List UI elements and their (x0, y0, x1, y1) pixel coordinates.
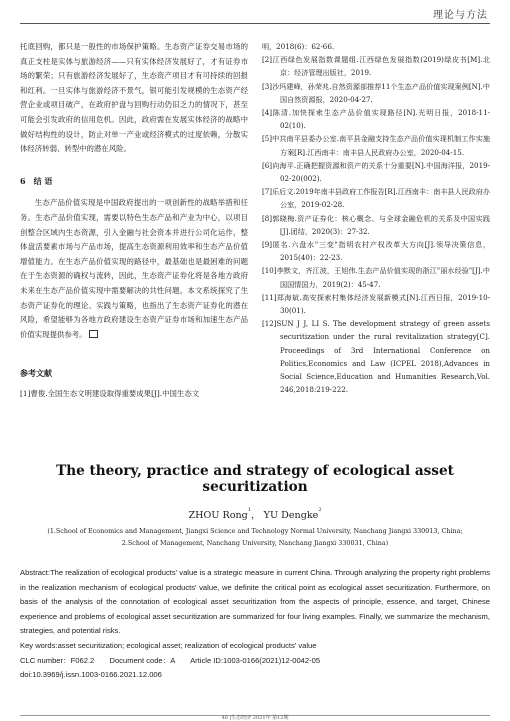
conclusion-text: 生态产品价值实现是中国政府提出的一项创新性的战略举措和任务。生态产品价值实现，需要以特色生态产品和产业为中心，以项目创整合区域内生态资源，引入金融与社会资本并进行公司化运作，整体盘活要素市场与产品市场，提高生态资源利用效率和生态产品价值增值能力。在生态产品价值实现的路径中，最基础也是最困难的问题在于生态资源的确权与流转，因此，生态资产证券化将是各地方政府未来在生态产品价值实现中需要解决的共性问题。本文系统探究了生态资产证券化的理论、实践与策略，也指出了生态资产证券化的潜在风险，希望能够为各地方政府建设生态资产证券市场和加速生态产品价值实现提供参考。 (20, 198, 248, 339)
affiliation-marker: 1 (247, 507, 252, 513)
author-name: YU Dengke (263, 510, 319, 521)
references-heading: 参考文献 (20, 368, 52, 379)
author-name: ZHOU Rong (188, 510, 248, 521)
authors (20, 507, 490, 521)
affiliation-line: 2.School of Management, Nanchang University, Nanchang Jiangxi 330031, China) (121, 539, 389, 547)
english-title: The theory, practice and strategy of ecological asset securitization (56, 463, 454, 495)
clc-line: CLC number：F062.2 Document code：A Article ID:1003-0166(2021)12-0042-05 (20, 655, 321, 665)
reference-item: [8]郭晓梅.资产证券化：核心概念、与全球金融危机的关系及中国实践[J].团结，2020(3)：27-32. (262, 213, 490, 236)
author-separator: ， (251, 510, 264, 521)
page-footer: 46 |生态经济 2021年 第12期 (221, 715, 289, 721)
reference-item: [6]向海平.正确把握资源和资产的关系十分重要[N].中国海洋报，2019-02-20(002). (262, 160, 490, 184)
keywords-label: Key words: (20, 640, 58, 650)
right-column (262, 40, 490, 396)
reference-item: [11]郑海斌.高安探索村集体经济发展新模式[N].江西日报，2019-10-30(01). (262, 292, 490, 316)
affiliations (20, 525, 490, 549)
header-rule (20, 23, 490, 24)
keywords-text: asset securitization; ecological asset; realization of ecological products' value (57, 640, 317, 650)
reference-item: [3]沙玛建峰，孙荣兆.自然资源部推荐11个生态产品价值实现案例[N].中国自然资源报，2020-04-27. (262, 81, 490, 104)
affiliation-line: (1.School of Economics and Management, Jiangxi Science and Technology Normal University, Nanchang Jiangxi 330013, China; (47, 527, 463, 535)
reference-item: [7]乐后文.2019年南丰县政府工作报告[R].江西南丰：南丰县人民政府办公室，2019-02-28. (262, 187, 490, 210)
reference-item: [4]陈清.加快探索生态产品价值实现路径[N].光明日报，2018-11-02(10). (262, 108, 490, 131)
end-mark-icon (89, 330, 98, 338)
abstract-block (20, 566, 490, 683)
abstract-label: Abstract: (20, 568, 50, 577)
affiliation-marker: 2 (318, 507, 322, 513)
keywords (20, 639, 490, 654)
reference-item: [12]SUN J J, LI S. The development strategy of green assets securitization under the rural revitalization strategy[C]. Proceedings of 3rd International Conference on Politics,Economics and Law (ICPEL 2018),Advances in Social Science,Education and Humanities Research,Vol. 246,2018:219-222. (262, 319, 490, 395)
left-column (20, 40, 248, 401)
reference-item: [9]匿名.六盘水"三变"指明农村产权改革大方向[J].领导决策信息，2015(40)：22-23. (262, 240, 490, 263)
reference-item: [2]江西绿色发展指数课题组.江西绿色发展指数(2019)绿皮书[M].北京：经济管理出版社，2019. (262, 55, 490, 78)
reference-item: [10]李默文，齐江波，王旭伟.生态产品价值实现的浙江"丽水经验"[J].中国国情国力，2019(2)：45-47. (262, 266, 490, 289)
body-paragraph (20, 196, 248, 342)
reference-item: [5]中共南平县委办公室.南平县金融支持生态产品价值实现机制工作实施方案[R].江西南丰：南丰县人民政府办公室，2020-04-15. (262, 134, 490, 157)
body-paragraph: 托底回购，都只是一般性的市场保护策略。生态资产证券交易市场的真正支柱是实体与旅游经济——只有实体经济发展好了，才有证券市场的繁荣；只有旅游经济发展好了，生态资产项目才有可持续的回报和红利。一旦实体与旅游经济不景气，银可能引发规模的生态资产经营企业或项目破产，在政府护盘与回购行动仍旧乏力的情况下，甚至可能会引发政府的信用危机。因此，政府需在发展实体经济的战略中做好结构性的设计，防止对单一产业或经济模式的过度依赖，分散实体经济转弱、转型中的潜在风险。 (20, 42, 248, 154)
abstract-text: The realization of ecological products' value is a strategic measure in current China. Through analyzing the property right problems in the realization mechanism of ecological products' value, we definite the critical point as ecological asset securitization. Furthermore, on basis of the analysis of the connotation of ecological asset securitization from the aspects of principle, essence, and target, Chinese experience and problems of ecological asset securitization are summarized for four living examples. Finally, we summarize the mechanism, strategies, and potential risks. (20, 568, 490, 636)
reference-item: [1]曹俊.全国生态文明建设取得重要成果[J].中国生态文 (20, 388, 200, 398)
abstract (20, 566, 490, 639)
doi-line: doi:10.3969/j.issn.1003-0166.2021.12.006 (20, 670, 162, 680)
reference-item: 明，2018(6)：62-66. (262, 42, 335, 51)
section-heading: 6 结 语 (20, 175, 53, 186)
section-label: 理论与方法 (433, 10, 488, 21)
